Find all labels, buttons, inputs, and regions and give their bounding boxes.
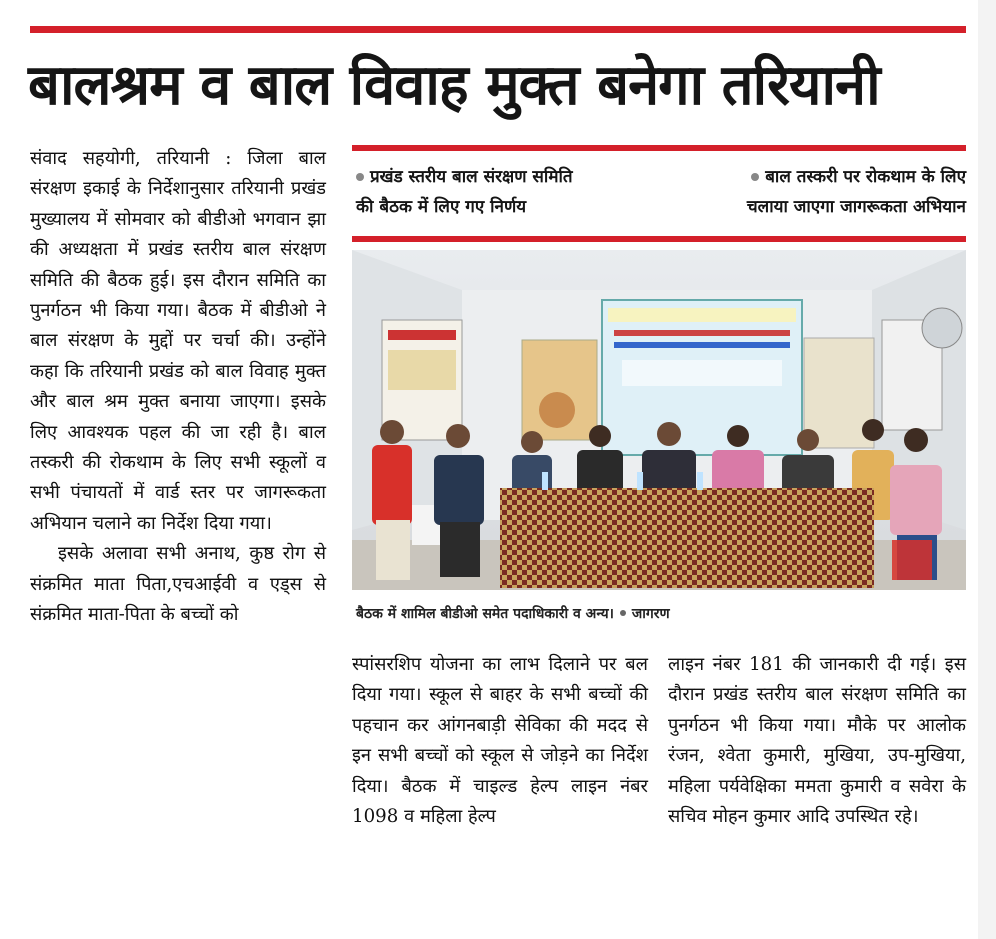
bullet-icon [356, 173, 364, 181]
caption-credit: जागरण [631, 606, 670, 622]
article-paragraph-1: संवाद सहयोगी, तरियानी : जिला बाल संरक्षण इकाई के निर्देशानुसार तरियानी प्रखंड मुख्यालय में सोमवार को बीडीओ भगवान झा की अध्यक्षता में प्रखंड स्तरीय बाल संरक्षण समिति की बैठक हुई। इस दौरान समिति का पुनर्गठन भी किया गया। बैठक में बीडीओ ने बाल संरक्षण के मुद्दों पर चर्चा की। उन्होंने कहा कि तरियानी प्रखंड को बाल विवाह मुक्त और बाल श्रम मुक्त बनाया जाएगा। इसके लिए आवश्यक पहल की जा रही है। बाल तस्करी की रोकथाम के लिए सभी स्कूलों व सभी पंचायतों में वार्ड स्तर पर जागरूकता अभियान चलाने का निर्देश दिया गया। [30, 148, 326, 534]
highlight-left [356, 162, 656, 222]
bullet-icon [620, 610, 626, 616]
article-column-1 [30, 144, 326, 631]
headline: बालश्रम व बाल विवाह मुक्त बनेगा तरियानी [28, 53, 880, 118]
top-red-rule [30, 26, 966, 33]
bullet-icon [751, 173, 759, 181]
article-column-3 [668, 650, 966, 832]
photo-caption [356, 604, 670, 623]
article-column-3-text: लाइन नंबर 181 की जानकारी दी गई। इस दौरान प्रखंड स्तरीय बाल संरक्षण समिति का पुनर्गठन भी किया गया। मौके पर आलोक रंजन, श्वेता कुमारी, मुखिया, उप-मुखिया, महिला पर्यवेक्षिका ममता कुमारी व सवेरा के सचिव मोहन कुमार आदि उपस्थित रहे। [668, 654, 966, 828]
previous-article-cutoff [0, 0, 996, 12]
page-edge [978, 0, 996, 939]
highlight-left-line1: प्रखंड स्तरीय बाल संरक्षण समिति [370, 167, 573, 187]
highlights-box [352, 156, 966, 240]
highlight-right [672, 162, 966, 222]
article-paragraph-2: इसके अलावा सभी अनाथ, कुष्ठ रोग से संक्रमित माता पिता,एचआईवी व एड्स से संक्रमित माता-पिता के बच्चों को [30, 543, 326, 626]
meeting-photo [352, 250, 966, 590]
highlight-left-line2: की बैठक में लिए गए निर्णय [356, 197, 527, 217]
highlights-top-rule [352, 145, 966, 151]
article-column-2-text: स्पांसरशिप योजना का लाभ दिलाने पर बल दिया गया। स्कूल से बाहर के सभी बच्चों की पहचान कर आंगनबाड़ी सेविका की मदद से इन सभी बच्चों को स्कूल से जोड़ने का निर्देश दिया। बैठक में चाइल्ड हेल्प लाइन नंबर 1098 व महिला हेल्प [352, 654, 648, 828]
caption-text: बैठक में शामिल बीडीओ समेत पदाधिकारी व अन्य। [356, 606, 614, 622]
highlight-right-line1: बाल तस्करी पर रोकथाम के लिए [765, 167, 966, 187]
highlights-bottom-rule [352, 236, 966, 242]
article-column-2 [352, 650, 648, 832]
highlight-right-line2: चलाया जाएगा जागरूकता अभियान [746, 197, 966, 217]
